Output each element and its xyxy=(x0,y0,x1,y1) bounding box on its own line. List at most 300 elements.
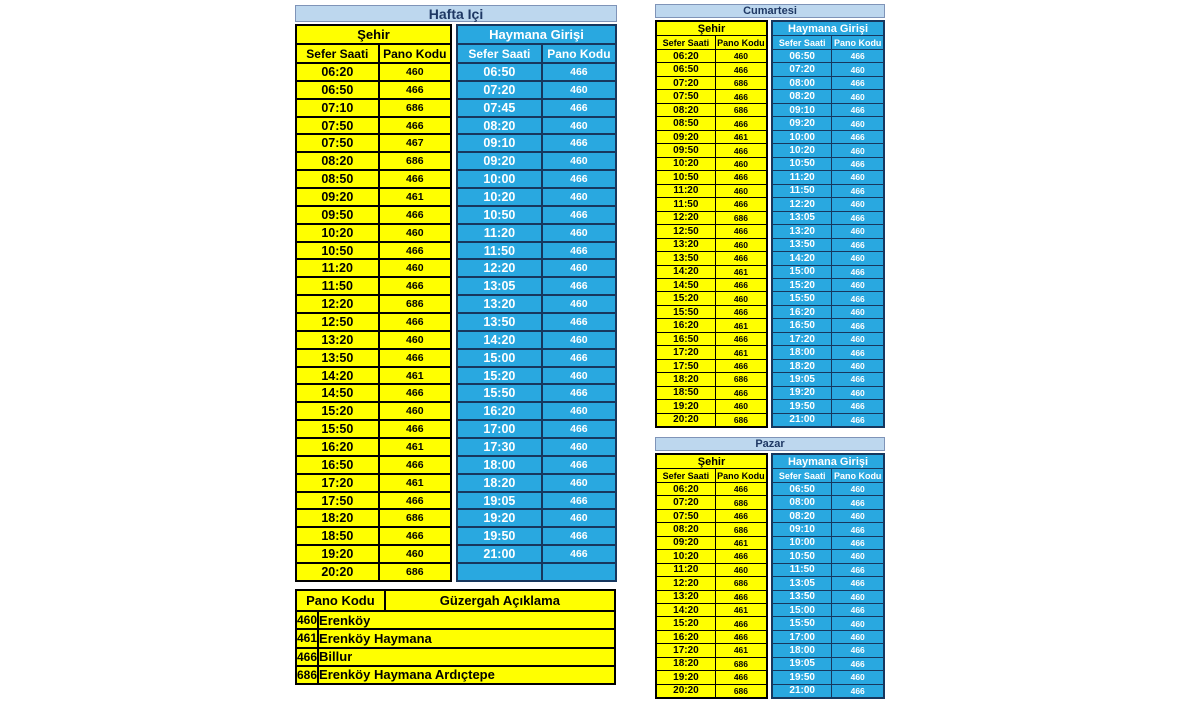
saturday-tables xyxy=(655,20,885,428)
pano-code-cell: 686 xyxy=(406,512,424,525)
pano-code-cell: 460 xyxy=(733,293,749,304)
table-row xyxy=(297,439,450,457)
pano-code-cell: 466 xyxy=(570,351,588,364)
table-row xyxy=(458,350,615,368)
departure-time-cell: 13:20 xyxy=(657,239,716,251)
pano-code-cell: 460 xyxy=(733,185,749,196)
pano-code-cell: 686 xyxy=(733,212,749,223)
legend-code-cell: 466 xyxy=(297,649,318,664)
pano-code-cell: 466 xyxy=(850,266,865,277)
table-row xyxy=(657,685,766,697)
pano-code-cell: 461 xyxy=(733,645,749,656)
table-row xyxy=(657,279,766,292)
pano-code-cell: 466 xyxy=(733,632,749,643)
weekday-tables xyxy=(295,24,617,582)
pano-code-cell: 466 xyxy=(570,423,588,436)
pano-code-cell: 460 xyxy=(570,476,588,489)
departure-time-cell: 15:50 xyxy=(458,385,543,401)
table-row xyxy=(657,225,766,238)
sunday-haymana-rows xyxy=(773,483,883,697)
table-row xyxy=(657,496,766,509)
pano-code-cell: 466 xyxy=(406,208,424,221)
table-row xyxy=(657,50,766,63)
departure-time-cell: 13:20 xyxy=(458,296,543,312)
column-header-sefer-saati: Sefer Saati xyxy=(657,36,716,49)
saturday-schedule-block xyxy=(655,4,885,428)
table-row xyxy=(773,400,883,413)
table-row xyxy=(458,403,615,421)
weekday-title: Hafta Içi xyxy=(428,5,484,22)
table-row xyxy=(458,493,615,511)
pano-code-cell: 466 xyxy=(406,387,424,400)
table-row xyxy=(297,649,614,667)
departure-time-cell: 17:30 xyxy=(458,439,543,455)
departure-time-cell: 08:20 xyxy=(773,90,832,102)
table-row xyxy=(297,667,614,683)
route-code-legend-table xyxy=(295,589,616,685)
pano-code-cell: 460 xyxy=(570,405,588,418)
table-row xyxy=(297,314,450,332)
pano-code-cell: 466 xyxy=(406,494,424,507)
departure-time-cell: 10:20 xyxy=(657,158,716,170)
table-row xyxy=(773,198,883,211)
table-row xyxy=(458,296,615,314)
departure-time-cell: 08:00 xyxy=(773,77,832,89)
pano-code-cell: 466 xyxy=(406,119,424,132)
column-header-pano-kodu: Pano Kodu xyxy=(383,46,447,61)
table-row xyxy=(458,82,615,100)
pano-code-cell: 466 xyxy=(406,458,424,471)
pano-code-cell: 466 xyxy=(570,494,588,507)
departure-time-cell: 15:20 xyxy=(297,403,380,419)
saturday-title: Cumartesi xyxy=(743,5,797,17)
legend-header-pano-kodu: Pano Kodu xyxy=(297,591,386,610)
table-row xyxy=(458,332,615,350)
weekday-haymana-rows xyxy=(458,64,615,580)
pano-code-cell: 466 xyxy=(850,105,865,116)
table-row xyxy=(297,493,450,511)
pano-code-cell: 686 xyxy=(733,524,749,535)
sehir-section-header: Şehir xyxy=(297,26,450,45)
table-row xyxy=(773,50,883,63)
departure-time-cell: 20:20 xyxy=(657,414,716,426)
pano-code-cell: 460 xyxy=(850,118,865,129)
table-row xyxy=(773,483,883,496)
departure-time-cell: 13:50 xyxy=(297,350,380,366)
column-header-row xyxy=(773,36,883,50)
table-row xyxy=(297,385,450,403)
table-row xyxy=(657,252,766,265)
departure-time-cell xyxy=(458,564,543,580)
pano-code-cell: 466 xyxy=(850,374,865,385)
pano-code-cell: 461 xyxy=(406,190,424,203)
table-row xyxy=(657,550,766,563)
pano-code-cell: 466 xyxy=(850,293,865,304)
column-header-pano-kodu: Pano Kodu xyxy=(833,470,882,481)
departure-time-cell: 19:20 xyxy=(458,510,543,526)
departure-time-cell: 19:20 xyxy=(657,400,716,412)
table-row xyxy=(657,131,766,144)
table-row xyxy=(297,630,614,648)
column-header-sefer-saati: Sefer Saati xyxy=(657,469,716,482)
departure-time-cell: 10:20 xyxy=(657,550,716,562)
pano-code-cell: 466 xyxy=(733,672,749,683)
table-row xyxy=(297,528,450,546)
departure-time-cell: 18:20 xyxy=(297,510,380,526)
table-row xyxy=(297,564,450,580)
departure-time-cell: 13:05 xyxy=(773,577,832,589)
table-row xyxy=(773,239,883,252)
departure-time-cell: 11:20 xyxy=(773,171,832,183)
table-row xyxy=(458,225,615,243)
departure-time-cell: 13:50 xyxy=(773,591,832,603)
departure-time-cell: 06:20 xyxy=(657,483,716,495)
departure-time-cell: 08:50 xyxy=(297,171,380,187)
table-row xyxy=(773,225,883,238)
departure-time-cell: 13:50 xyxy=(773,239,832,251)
table-row xyxy=(773,346,883,359)
column-header-pano-kodu: Pano Kodu xyxy=(717,37,765,48)
table-row xyxy=(458,510,615,528)
departure-time-cell: 09:10 xyxy=(458,135,543,151)
departure-time-cell: 15:00 xyxy=(773,266,832,278)
pano-code-cell: 466 xyxy=(733,334,749,345)
table-row xyxy=(458,385,615,403)
table-row xyxy=(773,266,883,279)
table-row xyxy=(458,100,615,118)
pano-code-cell: 460 xyxy=(406,548,424,561)
table-row xyxy=(773,658,883,671)
table-row xyxy=(657,564,766,577)
saturday-sehir-table xyxy=(655,20,768,428)
pano-code-cell: 461 xyxy=(733,537,749,548)
table-row xyxy=(297,171,450,189)
pano-code-cell: 466 xyxy=(733,551,749,562)
departure-time-cell: 18:50 xyxy=(657,387,716,399)
table-row xyxy=(458,314,615,332)
departure-time-cell: 11:50 xyxy=(458,243,543,259)
sunday-sehir-rows xyxy=(657,483,766,697)
departure-time-cell: 15:50 xyxy=(297,421,380,437)
table-row xyxy=(773,617,883,630)
table-row xyxy=(773,577,883,590)
departure-time-cell: 19:20 xyxy=(657,671,716,683)
departure-time-cell: 14:20 xyxy=(297,368,380,384)
pano-code-cell: 686 xyxy=(406,298,424,311)
table-row xyxy=(657,292,766,305)
legend-route-cell: Erenköy Haymana Ardıçtepe xyxy=(319,667,495,683)
table-row xyxy=(458,153,615,171)
departure-time-cell: 10:20 xyxy=(458,189,543,205)
table-row xyxy=(773,373,883,386)
departure-time-cell: 10:50 xyxy=(773,550,832,562)
pano-code-cell: 466 xyxy=(406,280,424,293)
pano-code-cell: 466 xyxy=(406,173,424,186)
table-row xyxy=(657,537,766,550)
pano-code-cell: 466 xyxy=(570,65,588,78)
departure-time-cell: 06:50 xyxy=(773,483,832,495)
departure-time-cell: 16:20 xyxy=(297,439,380,455)
pano-code-cell: 686 xyxy=(733,105,749,116)
table-row xyxy=(773,510,883,523)
table-row xyxy=(297,189,450,207)
table-row xyxy=(297,421,450,439)
column-header-row xyxy=(297,45,450,64)
departure-time-cell: 09:10 xyxy=(773,104,832,116)
legend-route-cell: Erenköy Haymana xyxy=(319,630,432,646)
pano-code-cell: 466 xyxy=(850,212,865,223)
departure-time-cell: 19:20 xyxy=(297,546,380,562)
departure-time-cell: 21:00 xyxy=(773,414,832,426)
departure-time-cell: 15:50 xyxy=(773,292,832,304)
saturday-haymana-rows xyxy=(773,50,883,426)
departure-time-cell: 11:50 xyxy=(773,185,832,197)
departure-time-cell: 16:50 xyxy=(297,457,380,473)
pano-code-cell: 460 xyxy=(570,369,588,382)
sunday-tables xyxy=(655,453,885,699)
pano-code-cell: 466 xyxy=(406,351,424,364)
table-row xyxy=(458,243,615,261)
departure-time-cell: 12:50 xyxy=(657,225,716,237)
departure-time-cell: 14:20 xyxy=(773,252,832,264)
departure-time-cell: 08:20 xyxy=(773,510,832,522)
departure-time-cell: 21:00 xyxy=(773,685,832,697)
pano-code-cell: 461 xyxy=(406,369,424,382)
departure-time-cell: 13:05 xyxy=(458,278,543,294)
departure-time-cell: 15:20 xyxy=(657,617,716,629)
haymana-section-header: Haymana Girişi xyxy=(458,26,615,45)
departure-time-cell: 10:20 xyxy=(297,225,380,241)
departure-time-cell: 11:50 xyxy=(657,198,716,210)
column-header-row xyxy=(773,469,883,483)
departure-time-cell: 17:50 xyxy=(297,493,380,509)
pano-code-cell: 460 xyxy=(570,298,588,311)
departure-time-cell: 13:05 xyxy=(773,212,832,224)
saturday-sehir-rows xyxy=(657,50,766,426)
saturday-haymana-table xyxy=(771,20,885,428)
departure-time-cell: 12:20 xyxy=(773,198,832,210)
pano-code-cell: 466 xyxy=(733,91,749,102)
pano-code-cell: 466 xyxy=(850,564,865,575)
table-row xyxy=(773,496,883,509)
departure-time-cell: 09:20 xyxy=(657,537,716,549)
pano-code-cell xyxy=(543,564,615,580)
table-row xyxy=(657,387,766,400)
pano-code-cell: 466 xyxy=(850,645,865,656)
departure-time-cell: 13:50 xyxy=(458,314,543,330)
table-row xyxy=(297,118,450,136)
pano-code-cell: 466 xyxy=(406,83,424,96)
pano-code-cell: 460 xyxy=(733,239,749,250)
pano-code-cell: 460 xyxy=(570,83,588,96)
departure-time-cell: 08:20 xyxy=(297,153,380,169)
departure-time-cell: 07:20 xyxy=(458,82,543,98)
pano-code-cell: 460 xyxy=(850,361,865,372)
table-row xyxy=(657,158,766,171)
pano-code-cell: 460 xyxy=(850,145,865,156)
pano-code-cell: 466 xyxy=(850,414,865,425)
table-row xyxy=(657,63,766,76)
pano-code-cell: 466 xyxy=(570,244,588,257)
departure-time-cell: 18:50 xyxy=(297,528,380,544)
departure-time-cell: 15:20 xyxy=(458,368,543,384)
table-row xyxy=(773,319,883,332)
departure-time-cell: 12:20 xyxy=(657,577,716,589)
pano-code-cell: 461 xyxy=(733,347,749,358)
column-header-sefer-saati: Sefer Saati xyxy=(458,45,543,62)
table-row xyxy=(297,350,450,368)
table-row xyxy=(297,457,450,475)
column-header-row xyxy=(657,36,766,50)
departure-time-cell: 18:20 xyxy=(657,658,716,670)
departure-time-cell: 09:20 xyxy=(657,131,716,143)
table-row xyxy=(773,414,883,426)
pano-code-cell: 686 xyxy=(733,374,749,385)
departure-time-cell: 14:50 xyxy=(657,279,716,291)
departure-time-cell: 19:50 xyxy=(773,671,832,683)
pano-code-cell: 466 xyxy=(850,658,865,669)
sunday-schedule-block xyxy=(655,437,885,699)
pano-code-cell: 466 xyxy=(733,145,749,156)
pano-code-cell: 460 xyxy=(733,51,749,62)
table-row xyxy=(657,400,766,413)
table-row xyxy=(773,252,883,265)
table-row xyxy=(297,475,450,493)
departure-time-cell: 13:20 xyxy=(657,591,716,603)
departure-time-cell: 10:00 xyxy=(458,171,543,187)
pano-code-cell: 466 xyxy=(406,423,424,436)
table-row xyxy=(773,685,883,697)
departure-time-cell: 07:20 xyxy=(657,496,716,508)
departure-time-cell: 08:50 xyxy=(657,117,716,129)
pano-code-cell: 466 xyxy=(850,320,865,331)
table-row xyxy=(773,306,883,319)
column-header-sefer-saati: Sefer Saati xyxy=(297,45,380,62)
pano-code-cell: 461 xyxy=(733,266,749,277)
table-row xyxy=(297,278,450,296)
table-row xyxy=(657,198,766,211)
table-row xyxy=(297,225,450,243)
pano-code-cell: 460 xyxy=(406,226,424,239)
table-row xyxy=(657,631,766,644)
pano-code-cell: 466 xyxy=(570,315,588,328)
table-row xyxy=(657,483,766,496)
departure-time-cell: 19:05 xyxy=(773,373,832,385)
departure-time-cell: 18:20 xyxy=(773,360,832,372)
table-row xyxy=(297,368,450,386)
pano-code-cell: 466 xyxy=(406,315,424,328)
column-header-row xyxy=(657,469,766,483)
table-row xyxy=(657,333,766,346)
table-row xyxy=(297,207,450,225)
departure-time-cell: 07:50 xyxy=(297,118,380,134)
pano-code-cell: 466 xyxy=(570,458,588,471)
sunday-title: Pazar xyxy=(755,438,785,450)
departure-time-cell: 08:20 xyxy=(657,104,716,116)
departure-time-cell: 10:50 xyxy=(657,171,716,183)
pano-code-cell: 460 xyxy=(570,512,588,525)
pano-code-cell: 460 xyxy=(850,280,865,291)
departure-time-cell: 08:20 xyxy=(458,118,543,134)
departure-time-cell: 14:20 xyxy=(657,604,716,616)
pano-code-cell: 460 xyxy=(850,484,865,495)
table-row xyxy=(657,104,766,117)
pano-code-cell: 466 xyxy=(850,51,865,62)
departure-time-cell: 10:00 xyxy=(773,131,832,143)
departure-time-cell: 17:00 xyxy=(773,631,832,643)
legend-route-cell: Billur xyxy=(319,649,353,665)
departure-time-cell: 06:20 xyxy=(297,64,380,80)
departure-time-cell: 06:20 xyxy=(657,50,716,62)
departure-time-cell: 07:20 xyxy=(657,77,716,89)
departure-time-cell: 08:00 xyxy=(773,496,832,508)
pano-code-cell: 460 xyxy=(570,440,588,453)
table-row xyxy=(657,523,766,536)
table-row xyxy=(297,153,450,171)
pano-code-cell: 466 xyxy=(850,78,865,89)
table-row xyxy=(773,279,883,292)
departure-time-cell: 09:20 xyxy=(297,189,380,205)
departure-time-cell: 07:50 xyxy=(657,510,716,522)
departure-time-cell: 10:50 xyxy=(297,243,380,259)
pano-code-cell: 460 xyxy=(733,158,749,169)
pano-code-cell: 460 xyxy=(570,333,588,346)
pano-code-cell: 460 xyxy=(406,262,424,275)
departure-time-cell: 12:50 xyxy=(297,314,380,330)
table-row xyxy=(458,475,615,493)
table-row xyxy=(773,537,883,550)
departure-time-cell: 15:50 xyxy=(657,306,716,318)
table-row xyxy=(297,64,450,82)
pano-code-cell: 686 xyxy=(733,497,749,508)
departure-time-cell: 14:50 xyxy=(297,385,380,401)
table-row xyxy=(773,77,883,90)
table-row xyxy=(458,118,615,136)
pano-code-cell: 686 xyxy=(733,414,749,425)
pano-code-cell: 466 xyxy=(406,530,424,543)
departure-time-cell: 07:50 xyxy=(657,90,716,102)
pano-code-cell: 466 xyxy=(850,132,865,143)
pano-code-cell: 466 xyxy=(733,591,749,602)
pano-code-cell: 460 xyxy=(850,91,865,102)
pano-code-cell: 466 xyxy=(733,226,749,237)
departure-time-cell: 06:50 xyxy=(458,64,543,80)
pano-code-cell: 466 xyxy=(850,185,865,196)
departure-time-cell: 14:20 xyxy=(657,266,716,278)
table-row xyxy=(458,189,615,207)
departure-time-cell: 16:20 xyxy=(657,631,716,643)
legend-header-row xyxy=(297,591,614,612)
departure-time-cell: 17:20 xyxy=(657,346,716,358)
table-row xyxy=(773,117,883,130)
pano-code-cell: 466 xyxy=(850,239,865,250)
pano-code-cell: 466 xyxy=(850,401,865,412)
pano-code-cell: 467 xyxy=(406,137,424,150)
pano-code-cell: 686 xyxy=(733,685,749,696)
table-row xyxy=(657,658,766,671)
departure-time-cell: 06:50 xyxy=(657,63,716,75)
departure-time-cell: 10:20 xyxy=(773,144,832,156)
table-row xyxy=(458,135,615,153)
pano-code-cell: 460 xyxy=(406,405,424,418)
pano-code-cell: 460 xyxy=(570,262,588,275)
departure-time-cell: 08:20 xyxy=(657,523,716,535)
pano-code-cell: 461 xyxy=(406,476,424,489)
table-row xyxy=(657,239,766,252)
column-header-pano-kodu: Pano Kodu xyxy=(547,46,611,61)
table-row xyxy=(773,604,883,617)
pano-code-cell: 466 xyxy=(850,578,865,589)
